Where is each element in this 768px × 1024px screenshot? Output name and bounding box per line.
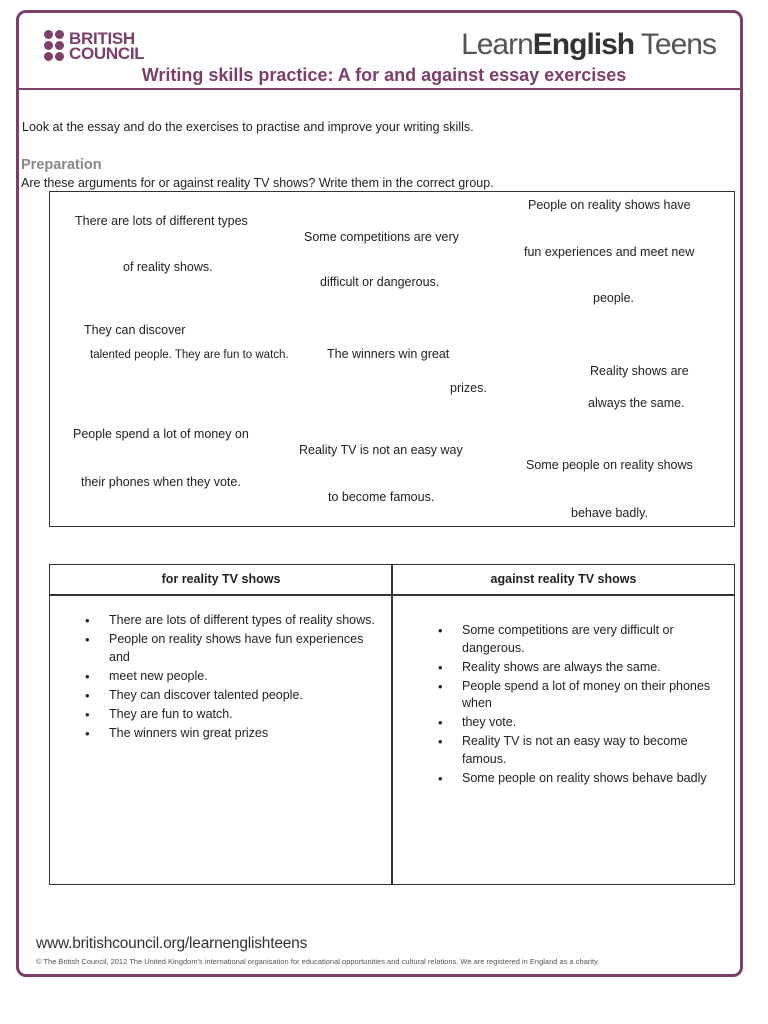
argument-fragment: fun experiences and meet new xyxy=(524,245,695,259)
argument-fragment: talented people. They are fun to watch. xyxy=(90,349,289,361)
argument-fragment: prizes. xyxy=(450,381,487,395)
list-item: • People spend a lot of money on their phones when xyxy=(433,678,713,713)
list-item: • They are fun to watch. xyxy=(80,706,380,724)
column-divider xyxy=(391,565,393,884)
against-column-header: against reality TV shows xyxy=(490,572,637,586)
list-item: • Some competitions are very difficult or dangerous. xyxy=(433,622,713,657)
list-item: • There are lots of different types of reality shows. xyxy=(80,612,380,630)
list-item: • People on reality shows have fun experiences and xyxy=(80,631,380,666)
argument-fragment: People on reality shows have xyxy=(528,198,691,212)
argument-fragment: difficult or dangerous. xyxy=(320,275,440,289)
for-column xyxy=(80,612,380,744)
argument-fragment: There are lots of different types xyxy=(75,214,248,228)
argument-fragment: behave badly. xyxy=(571,506,648,520)
intro-text: Look at the essay and do the exercises to practise and improve your writing skills. xyxy=(22,120,474,134)
for-against-table xyxy=(49,564,735,885)
argument-fragment: Reality TV is not an easy way xyxy=(299,443,463,457)
argument-fragment: Some competitions are very xyxy=(304,230,459,244)
argument-fragment: Reality shows are xyxy=(590,364,689,378)
argument-fragment: people. xyxy=(593,291,635,305)
list-item: • They can discover talented people. xyxy=(80,687,380,705)
list-item: • they vote. xyxy=(433,714,713,732)
argument-fragment: always the same. xyxy=(588,396,685,410)
argument-fragment: of reality shows. xyxy=(123,260,213,274)
preparation-instruction: Are these arguments for or against reality TV shows? Write them in the correct group. xyxy=(21,176,494,190)
arguments-box xyxy=(49,191,735,527)
list-item: • Reality shows are always the same. xyxy=(433,659,713,677)
learnenglish-teens-logo: LearnEnglish Teens xyxy=(461,28,716,61)
argument-fragment: The winners win great xyxy=(327,347,450,361)
footer-url[interactable]: www.britishcouncil.org/learnenglishteens xyxy=(36,935,308,952)
argument-fragment: their phones when they vote. xyxy=(81,475,241,489)
argument-fragment: Some people on reality shows xyxy=(526,458,693,472)
argument-fragment: People spend a lot of money on xyxy=(73,427,249,441)
footer-legal: © The British Council, 2012 The United Kingdom's international organisation for educational opportunities and cultural relations. We are registered in England as a charity. xyxy=(36,957,600,966)
argument-fragment: to become famous. xyxy=(328,490,435,504)
against-column xyxy=(433,622,713,789)
british-council-wordmark: BRITISH COUNCIL xyxy=(69,28,145,63)
list-item: • Reality TV is not an easy way to become famous. xyxy=(433,733,713,768)
preparation-heading: Preparation xyxy=(21,157,102,173)
list-item: • meet new people. xyxy=(80,668,380,686)
header-divider xyxy=(16,88,743,90)
list-item: • The winners win great prizes xyxy=(80,725,380,743)
british-council-logo xyxy=(44,30,144,61)
page-title: Writing skills practice: A for and against essay exercises xyxy=(141,65,627,85)
british-council-dots-icon xyxy=(44,30,64,61)
list-item: • Some people on reality shows behave badly xyxy=(433,770,713,788)
argument-fragment: They can discover xyxy=(84,323,186,337)
for-column-header: for reality TV shows xyxy=(161,572,281,586)
